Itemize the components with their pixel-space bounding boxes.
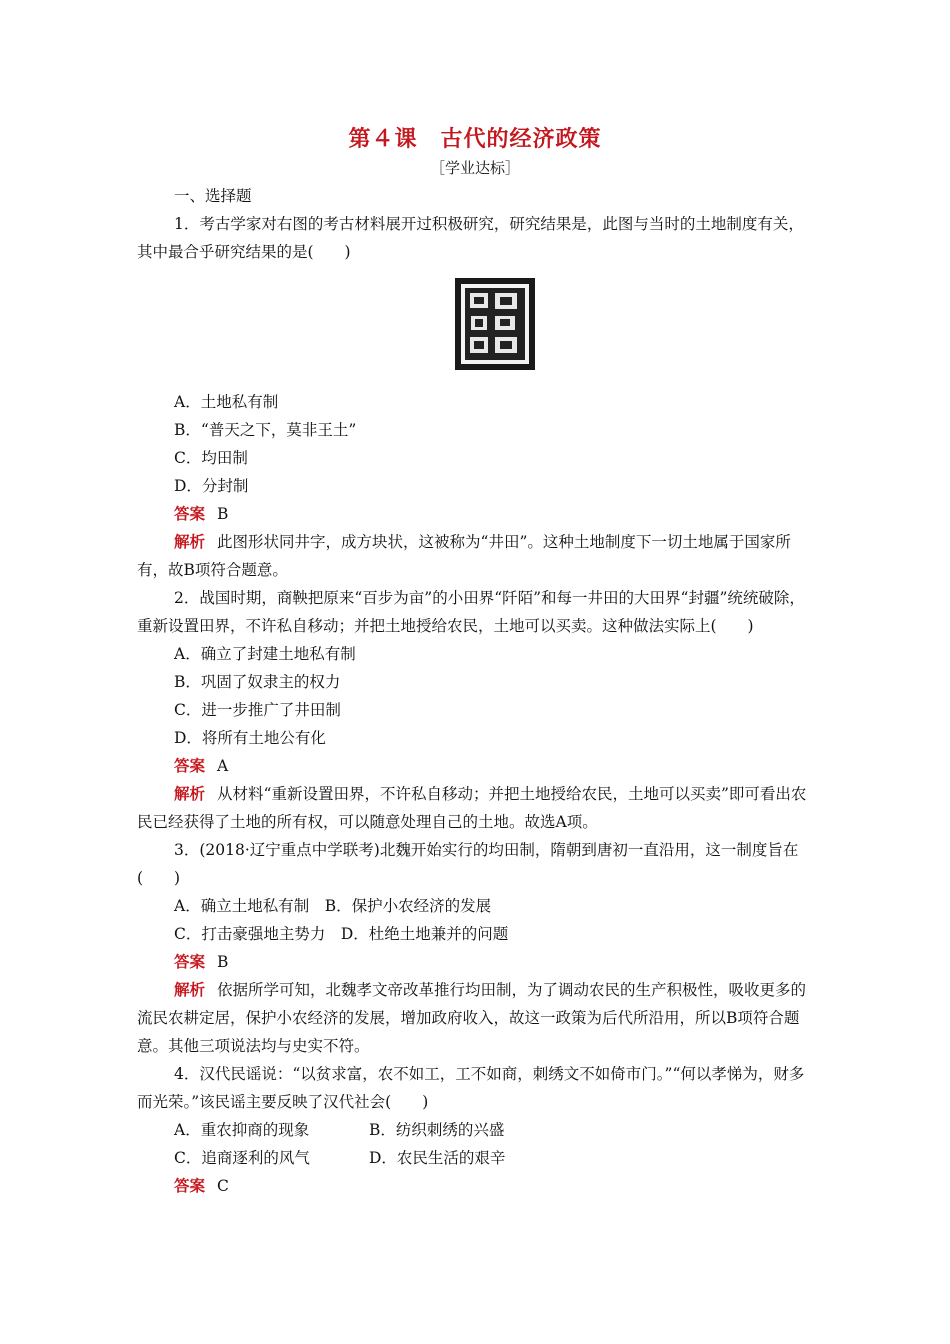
lesson-title: 第４课 古代的经济政策 [348, 126, 602, 152]
section-subtitle: ［学业达标］ [429, 159, 520, 177]
q4-answer [137, 1172, 817, 1200]
document-body [137, 182, 817, 1200]
q4-option-c: C．追商逐利的风气 [174, 1149, 310, 1167]
q4-option-b: B．纺织刺绣的兴盛 [369, 1121, 505, 1139]
jing-tian-seal-image [455, 278, 535, 370]
analysis-label: 解析 [174, 980, 206, 999]
section-heading: 一、选择题 [174, 187, 252, 205]
q4-options-row2 [137, 1144, 817, 1172]
q4-options-row1 [137, 1116, 817, 1144]
q1-analysis [137, 528, 817, 584]
q4-option-a: A．重农抑商的现象 [174, 1121, 310, 1139]
q2-analysis [137, 780, 817, 836]
analysis-label: 解析 [174, 784, 206, 803]
answer-value: B [217, 953, 229, 971]
analysis-label: 解析 [174, 532, 206, 551]
answer-label: 答案 [174, 756, 206, 775]
q4-option-d: D．农民生活的艰辛 [369, 1149, 506, 1167]
q1-option-a: A．土地私有制 [174, 393, 279, 411]
q2-option-b: B．巩固了奴隶主的权力 [174, 673, 341, 691]
analysis-text: 依据所学可知，北魏孝文帝改革推行均田制，为了调动农民的生产积极性，吸收更多的流民农耕定居，保护小农经济的发展，增加政府收入，故这一政策为后代所沿用，所以B项符合题意。其他三项说法均与史实不符。 [137, 981, 807, 1055]
q1-answer [137, 500, 817, 528]
q2-option-c: C．进一步推广了井田制 [174, 701, 341, 719]
answer-value: C [217, 1177, 229, 1195]
q2-option-d: D．将所有土地公有化 [174, 729, 326, 747]
answer-value: B [217, 505, 229, 523]
q3-options-row2: C．打击豪强地主势力 D．杜绝土地兼并的问题 [174, 925, 509, 943]
q1-option-d: D．分封制 [174, 477, 249, 495]
q2-answer [137, 752, 817, 780]
analysis-text: 从材料“重新设置田界，不许私自移动；并把土地授给农民，土地可以买卖”即可看出农民已经获得了土地的所有权，可以随意处理自己的土地。故选A项。 [137, 785, 807, 831]
q3-answer [137, 948, 817, 976]
q1-stem: 1．考古学家对右图的考古材料展开过积极研究，研究结果是，此图与当时的土地制度有关，其中最合乎研究结果的是( ) [137, 215, 804, 261]
q1-figure [137, 278, 817, 374]
answer-label: 答案 [174, 504, 206, 523]
q3-analysis [137, 976, 817, 1060]
answer-value: A [217, 757, 229, 775]
q1-option-c: C．均田制 [174, 449, 248, 467]
q4-stem: 4．汉代民谣说：“以贫求富，农不如工，工不如商，刺绣文不如倚市门。”“何以孝悌为，财多而光荣。”该民谣主要反映了汉代社会( ) [137, 1065, 805, 1111]
answer-label: 答案 [174, 1176, 206, 1195]
answer-label: 答案 [174, 952, 206, 971]
analysis-text: 此图形状同井字，成方块状，这被称为“井田”。这种土地制度下一切土地属于国家所有，故B项符合题意。 [137, 533, 791, 579]
q1-option-b: B．“普天之下，莫非王土” [174, 421, 357, 439]
q2-stem: 2．战国时期，商鞅把原来“百步为亩”的小田界“阡陌”和每一井田的大田界“封疆”统统破除，重新设置田界，不许私自移动；并把土地授给农民，土地可以买卖。这种做法实际上( ) [137, 589, 805, 635]
q3-stem: 3．(2018·辽宁重点中学联考)北魏开始实行的均田制，隋朝到唐初一直沿用，这一制度旨在( ) [137, 841, 799, 887]
q3-options-row1: A．确立土地私有制 B．保护小农经济的发展 [174, 897, 492, 915]
q2-option-a: A．确立了封建土地私有制 [174, 645, 356, 663]
